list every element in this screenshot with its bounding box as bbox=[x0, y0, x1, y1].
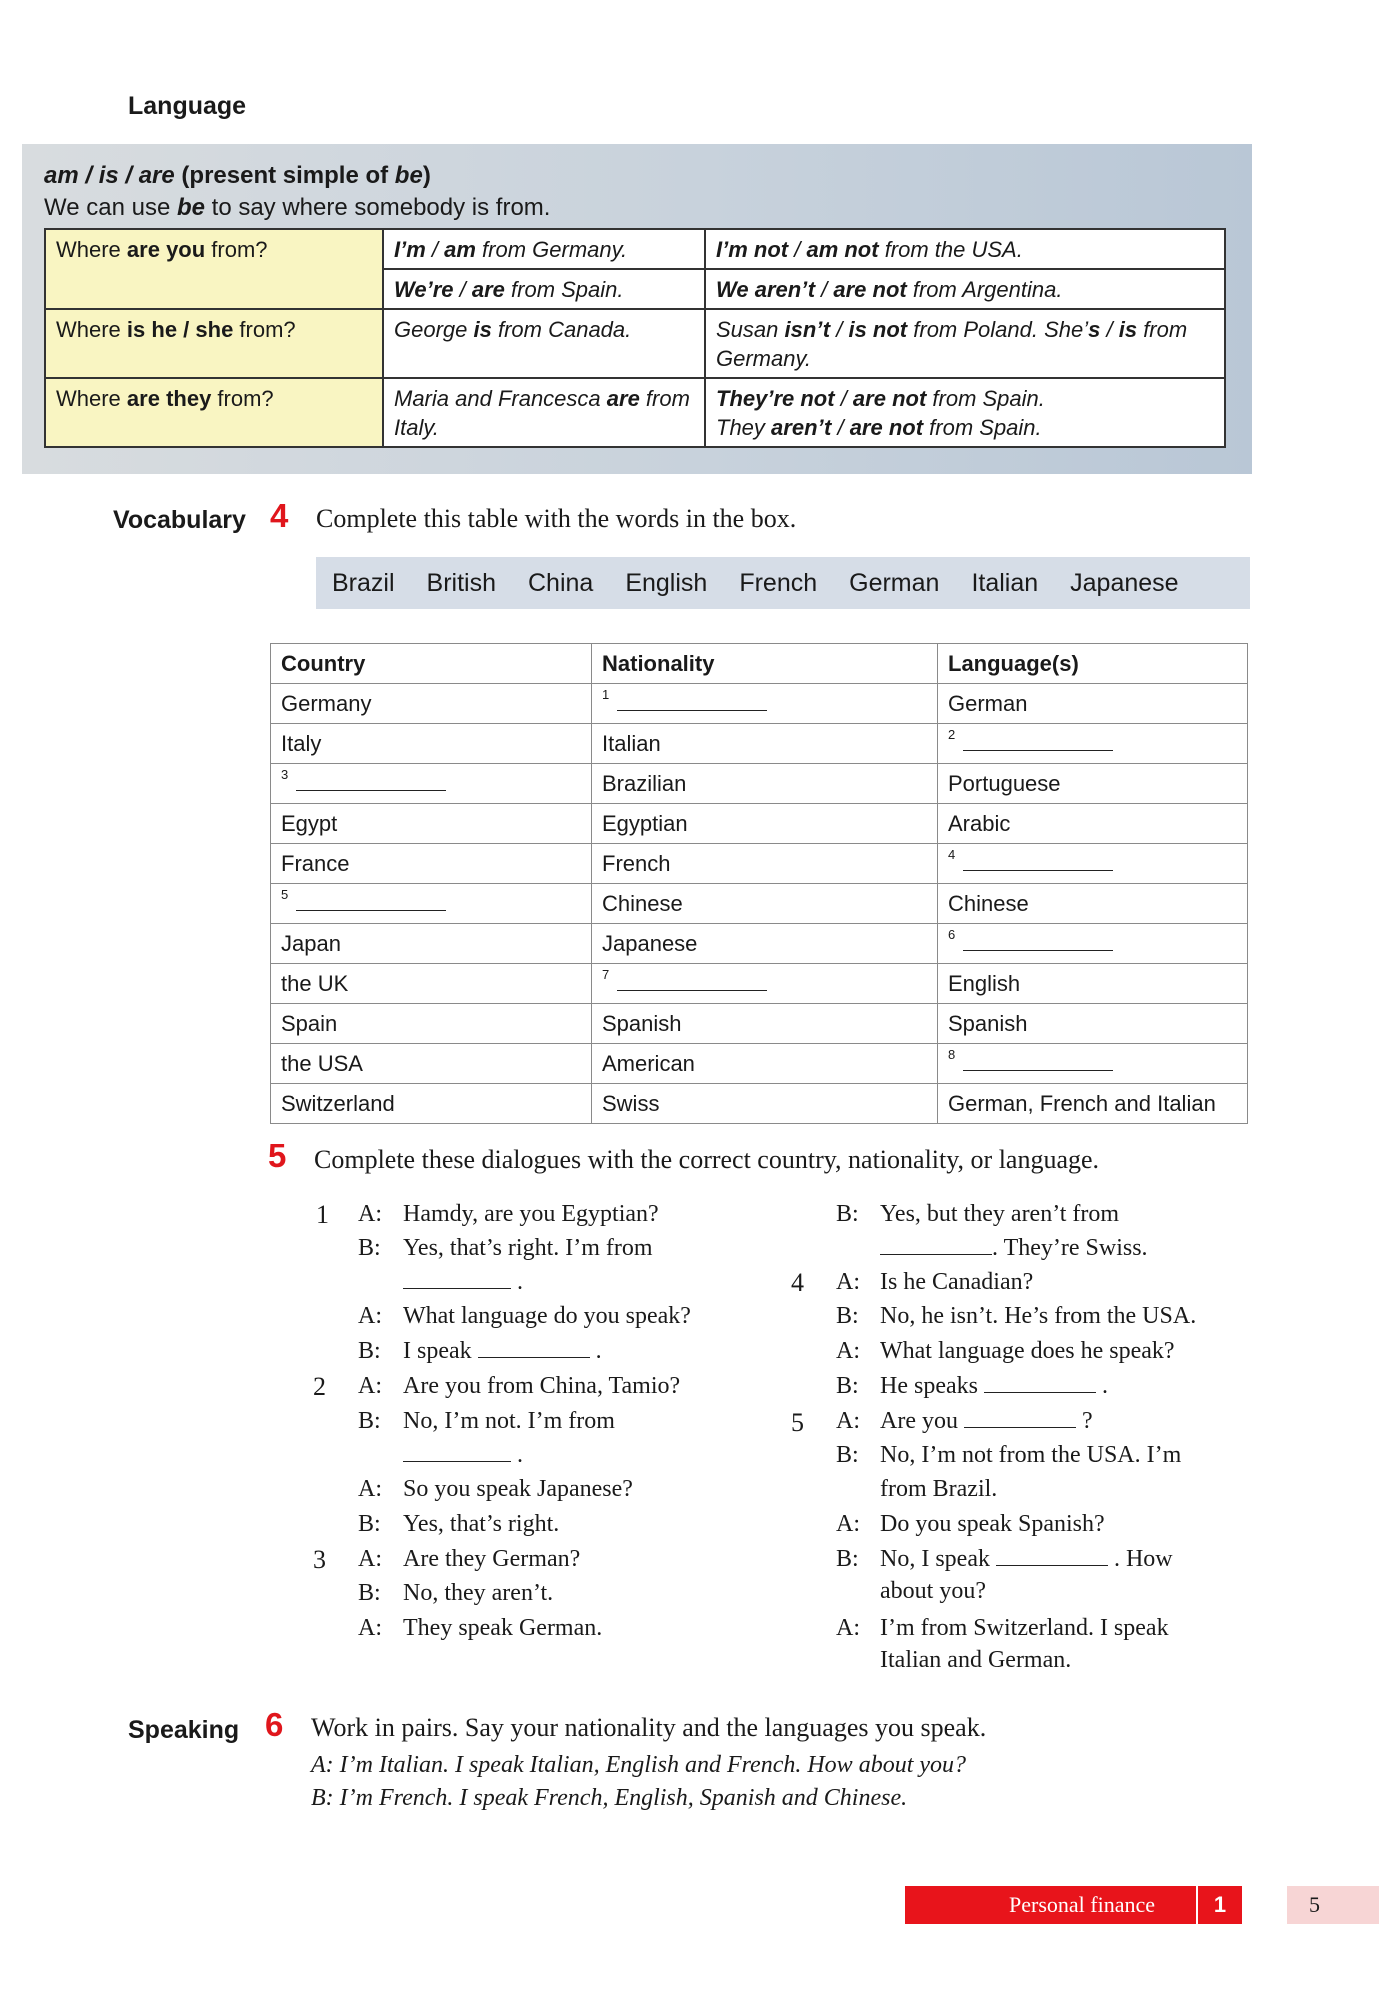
answer-blank[interactable] bbox=[478, 1337, 590, 1358]
negative-cell: Susan isn’t / is not from Poland. She’s / is from Germany. bbox=[705, 309, 1225, 378]
speaker-label: A: bbox=[358, 1201, 382, 1227]
exercise-5-instruction: Complete these dialogues with the correct country, nationality, or language. bbox=[314, 1145, 1100, 1174]
table-cell: German, French and Italian bbox=[938, 1084, 1248, 1124]
speaker-label: A: bbox=[836, 1615, 860, 1641]
dialogue-line: Hamdy, are you Egyptian? bbox=[403, 1201, 659, 1227]
speaker-label: B: bbox=[836, 1442, 859, 1468]
answer-blank-line: . bbox=[403, 1438, 523, 1472]
table-cell: German bbox=[938, 684, 1248, 724]
table-cell: Chinese bbox=[938, 884, 1248, 924]
affirmative-cell: George is from Canada. bbox=[383, 309, 705, 378]
table-row bbox=[271, 924, 1248, 964]
table-cell: Egypt bbox=[271, 804, 592, 844]
table-cell: Italian bbox=[592, 724, 938, 764]
footer-unit-number: 1 bbox=[1198, 1886, 1242, 1924]
page-number: 5 bbox=[1287, 1886, 1379, 1924]
speaker-label: B: bbox=[358, 1235, 381, 1261]
dialogue-line: I’m from Switzerland. I speak bbox=[880, 1615, 1169, 1641]
table-cell: Swiss bbox=[592, 1084, 938, 1124]
answer-blank[interactable] bbox=[963, 932, 1113, 951]
question-cell: Where is he / she from? bbox=[45, 309, 383, 378]
grammar-table bbox=[44, 228, 1226, 448]
speaker-label: B: bbox=[358, 1580, 381, 1606]
table-cell: Portuguese bbox=[938, 764, 1248, 804]
table-row bbox=[271, 1084, 1248, 1124]
answer-blank[interactable] bbox=[963, 1052, 1113, 1071]
dialogue-line: No, they aren’t. bbox=[403, 1580, 554, 1606]
question-cell: Where are they from? bbox=[45, 378, 383, 447]
speaker-label: B: bbox=[358, 1338, 381, 1364]
dialogue-line: Yes, that’s right. I’m from bbox=[403, 1235, 653, 1261]
answer-blank[interactable] bbox=[403, 1268, 511, 1289]
table-cell: Chinese bbox=[592, 884, 938, 924]
example-line-b: B: I’m French. I speak French, English, Spanish and Chinese. bbox=[311, 1785, 908, 1811]
section-label-vocabulary: Vocabulary bbox=[113, 506, 246, 534]
column-header: Country bbox=[271, 644, 592, 684]
dialogue-line: . They’re Swiss. bbox=[880, 1231, 1148, 1265]
vocabulary-table bbox=[270, 643, 1248, 1124]
table-cell: Spanish bbox=[938, 1004, 1248, 1044]
table-cell: American bbox=[592, 1044, 938, 1084]
dialogue-number: 4 bbox=[791, 1268, 804, 1297]
answer-blank[interactable] bbox=[296, 772, 446, 791]
dialogue-number: 1 bbox=[316, 1200, 329, 1229]
answer-blank-line: . bbox=[403, 1265, 523, 1299]
dialogue-line: Italian and German. bbox=[880, 1647, 1072, 1673]
word-item: Japanese bbox=[1070, 568, 1179, 597]
answer-blank[interactable] bbox=[996, 1545, 1108, 1566]
word-item: British bbox=[426, 568, 496, 597]
speaker-label: A: bbox=[836, 1338, 860, 1364]
dialogue-line: No, I’m not. I’m from bbox=[403, 1408, 615, 1434]
table-cell bbox=[271, 884, 592, 924]
table-row bbox=[45, 378, 1225, 447]
speaker-label: A: bbox=[358, 1303, 382, 1329]
table-cell: Spain bbox=[271, 1004, 592, 1044]
column-header: Nationality bbox=[592, 644, 938, 684]
dialogue-line: No, I’m not from the USA. I’m bbox=[880, 1442, 1182, 1468]
table-cell: Arabic bbox=[938, 804, 1248, 844]
speaker-label: A: bbox=[358, 1615, 382, 1641]
exercise-number-6: 6 bbox=[265, 1706, 284, 1743]
table-row bbox=[271, 1004, 1248, 1044]
table-cell bbox=[592, 684, 938, 724]
table-cell: Spanish bbox=[592, 1004, 938, 1044]
affirmative-cell: We’re / are from Spain. bbox=[383, 269, 705, 309]
dialogue-line: about you? bbox=[880, 1578, 986, 1604]
word-item: Italian bbox=[971, 568, 1039, 597]
grammar-subtitle: We can use be to say where somebody is from. bbox=[44, 194, 551, 221]
dialogue-line: Yes, that’s right. bbox=[403, 1511, 560, 1537]
dialogue-line: Are they German? bbox=[403, 1546, 581, 1572]
speaker-label: B: bbox=[836, 1546, 859, 1572]
blank-number: 2 bbox=[948, 726, 956, 742]
blank-number: 5 bbox=[281, 886, 289, 902]
dialogue-line: Yes, but they aren’t from bbox=[880, 1201, 1120, 1227]
dialogue-number: 2 bbox=[313, 1372, 326, 1401]
table-cell bbox=[938, 1044, 1248, 1084]
table-header-row bbox=[271, 644, 1248, 684]
table-row bbox=[271, 1044, 1248, 1084]
answer-blank[interactable] bbox=[296, 892, 446, 911]
dialogue-line: No, I speak . How bbox=[880, 1546, 1173, 1572]
dialogue-line: from Brazil. bbox=[880, 1476, 998, 1502]
dialogue-line: He speaks . bbox=[880, 1373, 1108, 1399]
dialogue-number: 3 bbox=[313, 1545, 326, 1574]
table-cell: Brazilian bbox=[592, 764, 938, 804]
dialogue-number: 5 bbox=[791, 1408, 804, 1437]
dialogue-line: I speak . bbox=[403, 1338, 602, 1364]
speaker-label: A: bbox=[836, 1269, 860, 1295]
speaker-label: A: bbox=[358, 1373, 382, 1399]
speaker-label: A: bbox=[836, 1408, 860, 1434]
table-cell bbox=[271, 764, 592, 804]
table-cell: Egyptian bbox=[592, 804, 938, 844]
speaker-label: A: bbox=[358, 1546, 382, 1572]
word-item: French bbox=[739, 568, 818, 597]
dialogue-line: Are you ? bbox=[880, 1408, 1093, 1434]
section-label-speaking: Speaking bbox=[128, 1716, 240, 1744]
blank-number: 6 bbox=[948, 926, 956, 942]
answer-blank[interactable] bbox=[963, 732, 1113, 751]
table-cell bbox=[938, 844, 1248, 884]
affirmative-cell: Maria and Francesca are from Italy. bbox=[383, 378, 705, 447]
speaker-label: B: bbox=[358, 1408, 381, 1434]
table-cell: Switzerland bbox=[271, 1084, 592, 1124]
word-box bbox=[316, 557, 1250, 609]
speaker-label: A: bbox=[836, 1511, 860, 1537]
table-cell: the USA bbox=[271, 1044, 592, 1084]
dialogue-line: So you speak Japanese? bbox=[403, 1476, 633, 1502]
answer-blank[interactable] bbox=[403, 1441, 511, 1462]
answer-blank[interactable] bbox=[617, 692, 767, 711]
table-cell: Japan bbox=[271, 924, 592, 964]
answer-blank[interactable] bbox=[964, 1407, 1076, 1428]
speaker-label: B: bbox=[836, 1201, 859, 1227]
answer-blank[interactable] bbox=[963, 852, 1113, 871]
table-row bbox=[271, 844, 1248, 884]
dialogue-line: Is he Canadian? bbox=[880, 1269, 1034, 1295]
blank-number: 1 bbox=[602, 686, 610, 702]
column-header: Language(s) bbox=[938, 644, 1248, 684]
negative-cell: They’re not / are not from Spain. They aren’t / are not from Spain. bbox=[705, 378, 1225, 447]
exercise-4-instruction: Complete this table with the words in the box. bbox=[316, 504, 797, 533]
speaker-label: B: bbox=[358, 1511, 381, 1537]
speaker-label: B: bbox=[836, 1373, 859, 1399]
word-item: Brazil bbox=[332, 568, 395, 597]
dialogue-line: No, he isn’t. He’s from the USA. bbox=[880, 1303, 1197, 1329]
table-row bbox=[271, 804, 1248, 844]
table-cell bbox=[938, 724, 1248, 764]
affirmative-cell: I’m / am from Germany. bbox=[383, 229, 705, 269]
table-row bbox=[271, 684, 1248, 724]
blank-number: 8 bbox=[948, 1046, 956, 1062]
word-item: German bbox=[849, 568, 940, 597]
exercise-number-5: 5 bbox=[268, 1137, 287, 1174]
table-cell bbox=[938, 924, 1248, 964]
dialogue-line: What language does he speak? bbox=[880, 1338, 1175, 1364]
table-row bbox=[271, 764, 1248, 804]
table-cell bbox=[592, 964, 938, 1004]
word-item: English bbox=[625, 568, 708, 597]
question-cell: Where are you from? bbox=[45, 229, 383, 309]
answer-blank[interactable] bbox=[880, 1234, 992, 1255]
footer-section-bar bbox=[905, 1886, 1196, 1924]
table-cell: English bbox=[938, 964, 1248, 1004]
section-label-language: Language bbox=[128, 92, 247, 120]
exercise-number-4: 4 bbox=[270, 497, 289, 534]
table-row bbox=[271, 884, 1248, 924]
blank-number: 4 bbox=[948, 846, 956, 862]
answer-blank[interactable] bbox=[617, 972, 767, 991]
table-row bbox=[271, 964, 1248, 1004]
table-cell: Germany bbox=[271, 684, 592, 724]
negative-cell: We aren’t / are not from Argentina. bbox=[705, 269, 1225, 309]
table-cell: Italy bbox=[271, 724, 592, 764]
answer-blank[interactable] bbox=[984, 1372, 1096, 1393]
table-cell: Japanese bbox=[592, 924, 938, 964]
dialogue-line: Do you speak Spanish? bbox=[880, 1511, 1105, 1537]
grammar-box bbox=[22, 144, 1252, 474]
table-cell: the UK bbox=[271, 964, 592, 1004]
exercise-6-instruction: Work in pairs. Say your nationality and the languages you speak. bbox=[311, 1713, 987, 1742]
table-row bbox=[271, 724, 1248, 764]
dialogue-line: They speak German. bbox=[403, 1615, 603, 1641]
example-line-a: A: I’m Italian. I speak Italian, English and French. How about you? bbox=[311, 1752, 967, 1778]
blank-number: 7 bbox=[602, 966, 610, 982]
footer-section-title: Personal finance bbox=[1009, 1892, 1155, 1917]
speaker-label: A: bbox=[358, 1476, 382, 1502]
table-cell: France bbox=[271, 844, 592, 884]
grammar-title: am / is / are (present simple of be) bbox=[44, 162, 431, 189]
dialogue-line: What language do you speak? bbox=[403, 1303, 691, 1329]
speaker-label: B: bbox=[836, 1303, 859, 1329]
negative-cell: I’m not / am not from the USA. bbox=[705, 229, 1225, 269]
table-row bbox=[45, 309, 1225, 378]
blank-number: 3 bbox=[281, 766, 289, 782]
table-row bbox=[45, 229, 1225, 269]
dialogue-line: Are you from China, Tamio? bbox=[403, 1373, 681, 1399]
table-cell: French bbox=[592, 844, 938, 884]
word-item: China bbox=[527, 568, 594, 597]
